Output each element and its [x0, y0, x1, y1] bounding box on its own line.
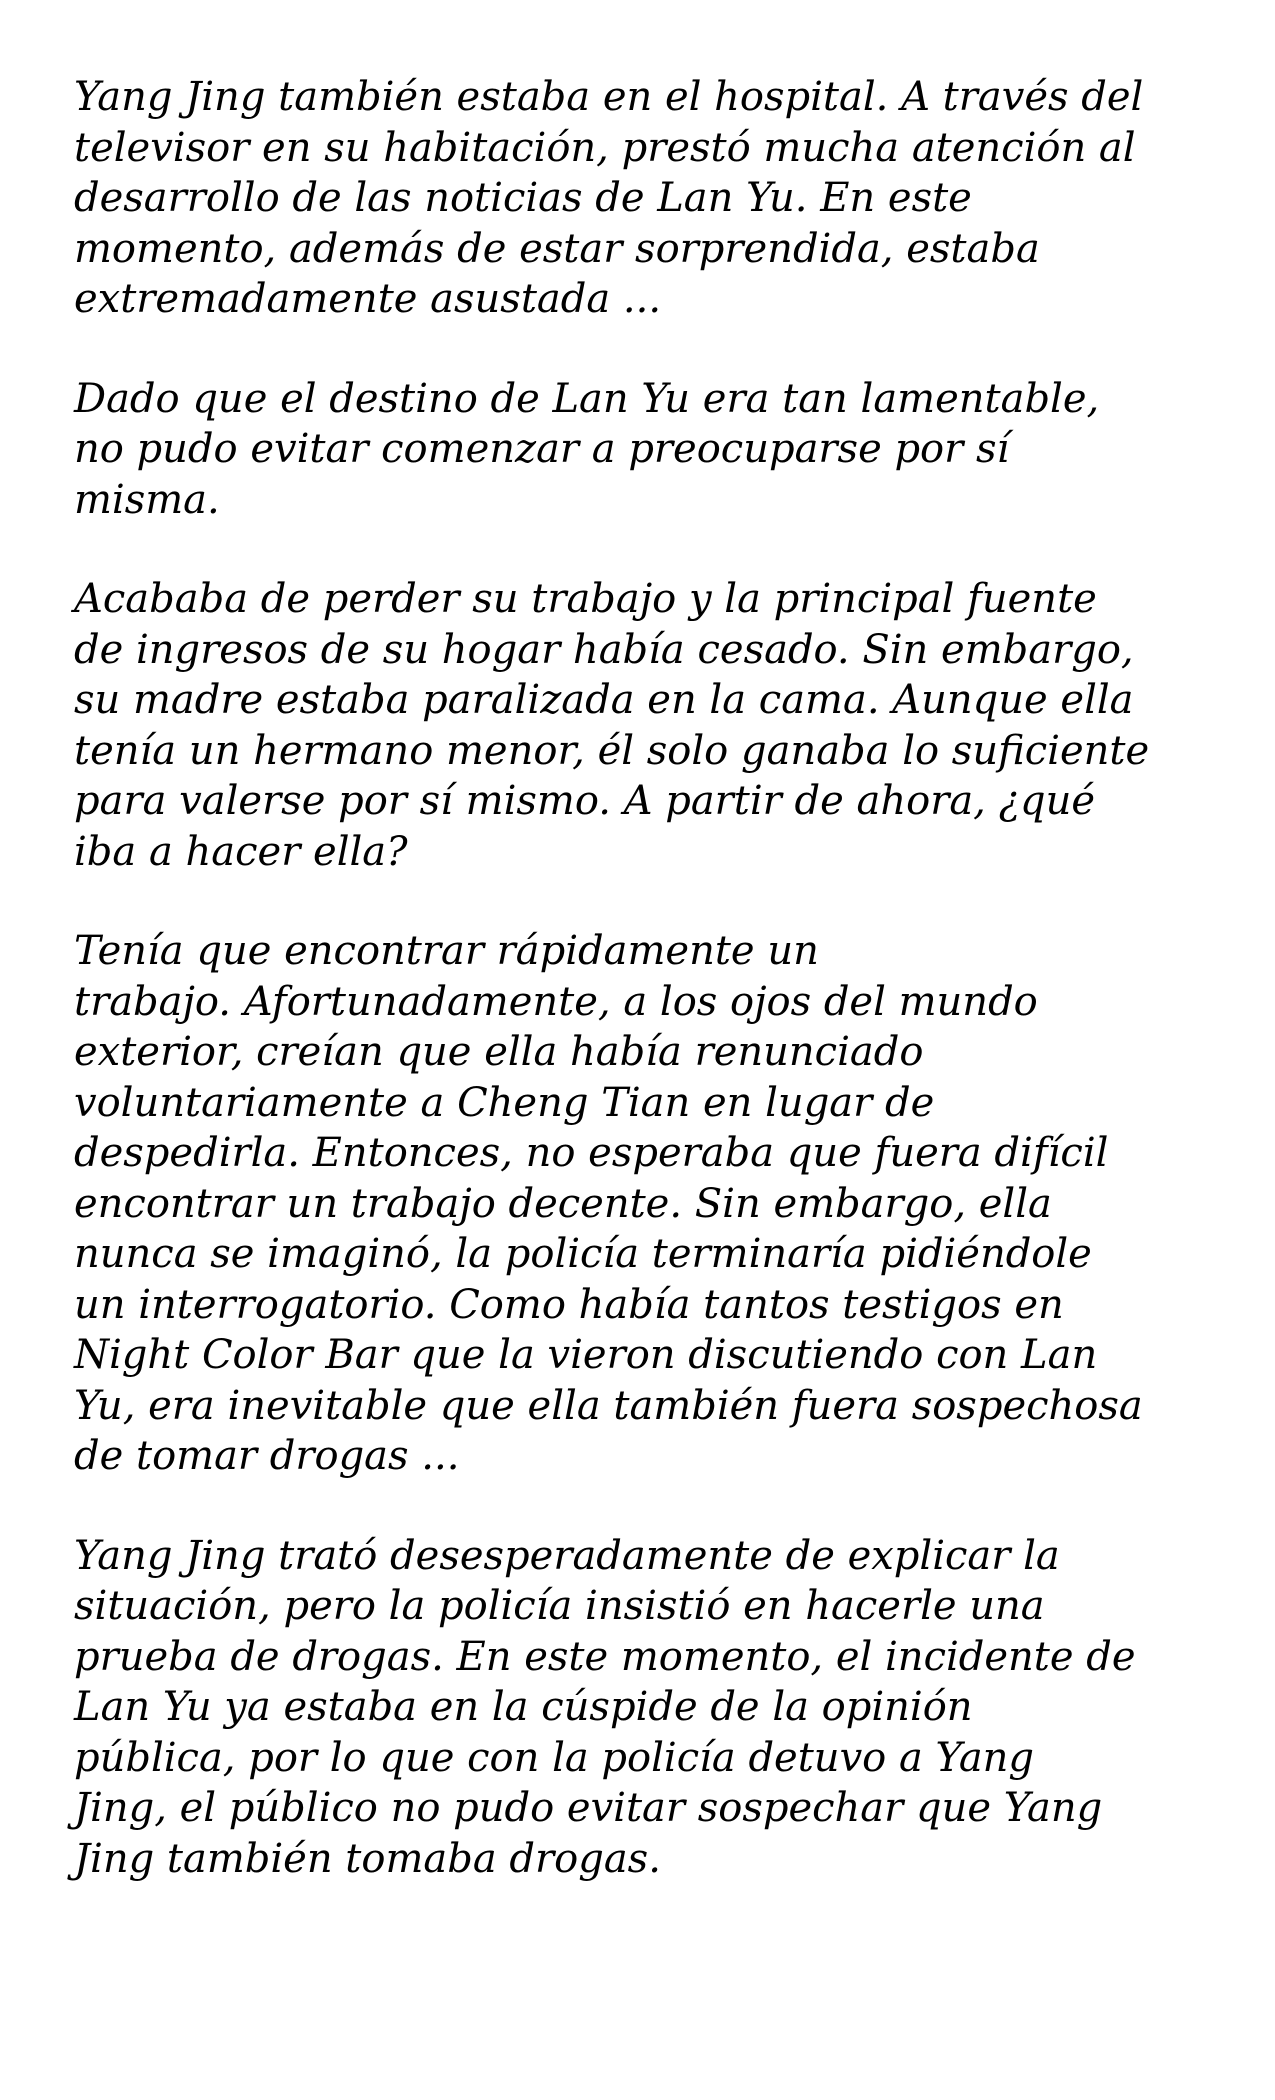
- paragraph-4: [74, 926, 1214, 1482]
- text-line: iba a hacer ella?: [74, 828, 408, 875]
- text-line: Yang Jing trató desesperadamente de explicar la: [74, 1532, 1060, 1579]
- text-line: prueba de drogas. En este momento, el incidente de: [74, 1633, 1136, 1680]
- text-line: extremadamente asustada ...: [74, 276, 662, 322]
- text-line: exterior, creían que ella había renunciado: [74, 1029, 924, 1075]
- text-line: televisor en su habitación, prestó mucha atención al: [74, 124, 1136, 171]
- text-line: Acababa de perder su trabajo y la principal fuente: [74, 576, 1097, 622]
- text-line: encontrar un trabajo decente. Sin embargo, ella: [74, 1180, 1052, 1227]
- document-body: [74, 72, 1214, 1933]
- text-line: desarrollo de las noticias de Lan Yu. En este: [74, 175, 972, 221]
- text-line: voluntariamente a Cheng Tian en lugar de: [74, 1079, 935, 1126]
- paragraph-5: [74, 1531, 1214, 1885]
- text-line: Lan Yu ya estaba en la cúspide de la opinión: [74, 1684, 973, 1730]
- text-line: no pudo evitar comenzar a preocuparse por sí: [74, 426, 1010, 472]
- text-line: nunca se imaginó, la policía terminaría pidiéndole: [74, 1231, 1092, 1277]
- paragraph-3: [74, 574, 1214, 877]
- text-line: Jing también tomaba drogas.: [74, 1835, 661, 1882]
- paragraph-2: [74, 374, 1214, 526]
- text-line: un interrogatorio. Como había tantos testigos en: [74, 1281, 1064, 1328]
- text-line: de tomar drogas ...: [74, 1433, 460, 1479]
- text-line: situación, pero la policía insistió en hacerle una: [74, 1583, 1045, 1629]
- text-line: trabajo. Afortunadamente, a los ojos del mundo: [74, 978, 1038, 1025]
- text-line: Jing, el público no pudo evitar sospechar que Yang: [74, 1785, 1103, 1831]
- text-line: pública, por lo que con la policía detuvo a Yang: [74, 1734, 1035, 1781]
- text-line: de ingresos de su hogar había cesado. Sin embargo,: [74, 626, 1134, 673]
- text-line: Dado que el destino de Lan Yu era tan lamentable,: [74, 375, 1100, 422]
- text-line: momento, además de estar sorprendida, estaba: [74, 225, 1040, 272]
- text-line: tenía un hermano menor, él solo ganaba lo suficiente: [74, 727, 1150, 774]
- text-line: Yu, era inevitable que ella también fuera sospechosa: [74, 1382, 1143, 1429]
- text-line: Tenía que encontrar rápidamente un: [74, 928, 819, 974]
- text-line: Night Color Bar que la vieron discutiendo con Lan: [74, 1332, 1098, 1378]
- text-line: Yang Jing también estaba en el hospital. A través del: [74, 74, 1144, 120]
- text-line: para valerse por sí mismo. A partir de ahora, ¿qué: [74, 778, 1096, 824]
- text-line: su madre estaba paralizada en la cama. Aunque ella: [74, 677, 1134, 723]
- paragraph-1: [74, 72, 1214, 325]
- text-line: misma.: [74, 476, 220, 523]
- text-line: despedirla. Entonces, no esperaba que fuera difícil: [74, 1130, 1109, 1176]
